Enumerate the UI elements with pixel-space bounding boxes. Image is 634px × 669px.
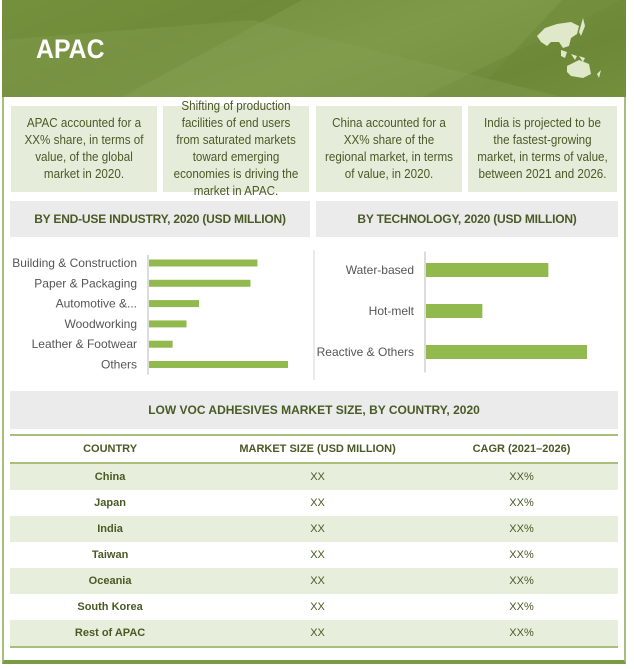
country-cell: South Korea [77, 601, 143, 613]
bar [149, 280, 250, 287]
market-size-cell: XX [310, 497, 325, 509]
bar [149, 300, 199, 307]
category-label: Leather & Footwear [31, 337, 137, 352]
category-label: Paper & Packaging [34, 276, 137, 291]
country-cell: Oceania [10, 568, 210, 594]
table-row [10, 594, 618, 620]
table-row [10, 568, 618, 594]
bar [149, 361, 288, 368]
cagr-cell: XX% [509, 497, 534, 509]
summary-box-share [11, 106, 157, 192]
cagr-cell: XX% [425, 568, 618, 594]
apac-map-icon [527, 12, 607, 84]
table-row [10, 542, 618, 568]
bar [149, 341, 173, 348]
table-row [10, 463, 618, 490]
cagr-cell: XX% [425, 463, 618, 490]
category-label: Others [100, 357, 137, 372]
category-label: Woodworking [64, 316, 137, 331]
table-row [10, 490, 618, 516]
country-table-title: LOW VOC ADHESIVES MARKET SIZE, BY COUNTRY, 2020 [10, 391, 618, 429]
category-label: Water-based [345, 263, 414, 277]
table-row [10, 516, 618, 542]
country-cell: India [10, 516, 210, 542]
country-cell: Rest of APAC [10, 620, 210, 647]
category-label: Reactive & Others [316, 345, 414, 359]
category-label: Building & Construction [12, 256, 137, 270]
bar [426, 263, 548, 277]
column-header-cagr: CAGR (2021–2026) [425, 435, 618, 463]
cagr-cell: XX% [509, 601, 534, 613]
cagr-cell: XX% [425, 620, 618, 647]
country-market-table [10, 434, 618, 648]
table-header-row [10, 435, 618, 463]
region-title: APAC [36, 34, 105, 64]
summary-box-china [316, 106, 462, 192]
column-header-country: COUNTRY [10, 435, 210, 463]
bar [426, 345, 587, 359]
bar [149, 260, 257, 267]
summary-text: China accounted for a XX% share of the regional market, in terms of value, in 2020. [325, 116, 453, 181]
summary-text: Shifting of production facilities of end users from saturated markets toward emerging economies is driving the market in APAC. [173, 99, 299, 198]
market-size-cell: XX [310, 549, 325, 561]
market-size-cell: XX [210, 463, 425, 490]
category-label: Automotive &... [55, 296, 137, 311]
end-use-industry-chart [0, 245, 312, 380]
summary-box-driver [163, 99, 309, 198]
market-size-cell: XX [210, 516, 425, 542]
bar [426, 304, 482, 318]
market-size-cell: XX [210, 568, 425, 594]
summary-text: APAC accounted for a XX% share, in terms of value, of the global market in 2020. [24, 116, 144, 181]
market-size-cell: XX [310, 601, 325, 613]
table-row [10, 620, 618, 647]
column-header-market-size: MARKET SIZE (USD MILLION) [210, 435, 425, 463]
cagr-cell: XX% [425, 516, 618, 542]
end-use-chart-title: BY END-USE INDUSTRY, 2020 (USD MILLION) [10, 201, 310, 237]
cagr-cell: XX% [509, 549, 534, 561]
summary-text: India is projected to be the fastest-growing market, in terms of value, between 2021 and 2026. [477, 116, 608, 181]
technology-chart-title: BY TECHNOLOGY, 2020 (USD MILLION) [316, 201, 618, 237]
market-size-cell: XX [210, 620, 425, 647]
country-cell: China [10, 463, 210, 490]
country-cell: Taiwan [91, 549, 129, 561]
country-cell: Japan [94, 497, 126, 509]
technology-chart [312, 245, 624, 380]
bar [149, 320, 187, 327]
category-label: Hot-melt [368, 304, 414, 318]
header-banner [2, 0, 626, 97]
summary-box-india [468, 106, 617, 192]
